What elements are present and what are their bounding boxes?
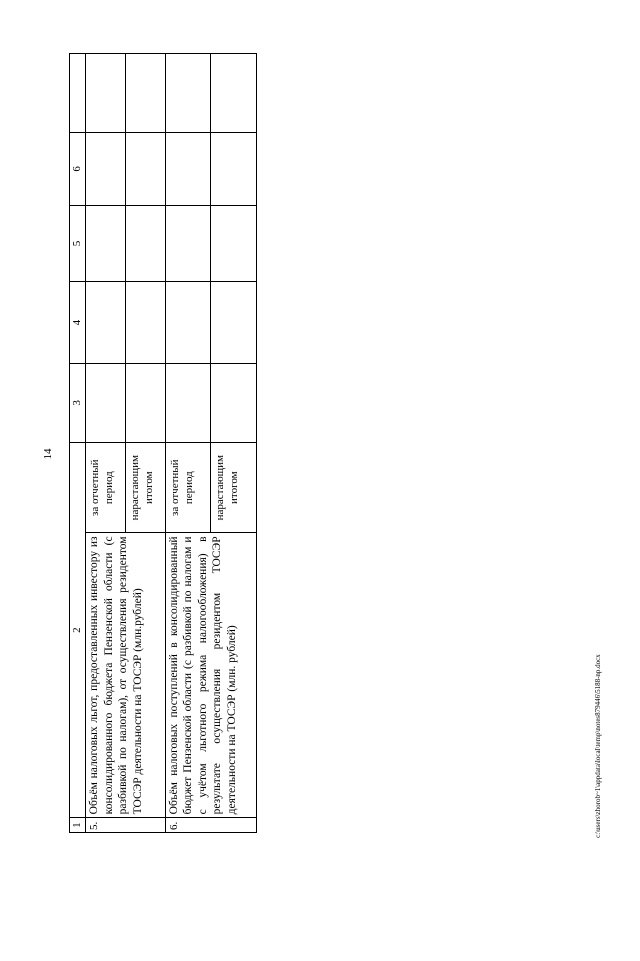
period-cell: нарастающим итогом (211, 442, 257, 532)
table-row (165, 54, 211, 833)
value-cell (125, 205, 165, 282)
table-row (86, 54, 126, 833)
value-cell (86, 282, 126, 363)
header-cell (70, 54, 86, 133)
header-cell: 5 (70, 205, 86, 282)
value-cell (165, 54, 211, 133)
row-number: 5. (86, 818, 166, 833)
value-cell (211, 282, 257, 363)
value-cell (165, 133, 211, 205)
value-cell (125, 363, 165, 442)
value-cell (125, 133, 165, 205)
value-cell (125, 54, 165, 133)
value-cell (125, 282, 165, 363)
period-cell: за отчетный период (165, 442, 211, 532)
value-cell (165, 282, 211, 363)
header-cell: 4 (70, 282, 86, 363)
page-number: 14 (42, 448, 54, 460)
value-cell (211, 205, 257, 282)
period-cell: нарастающим итогом (125, 442, 165, 532)
value-cell (165, 205, 211, 282)
header-cell: 2 (70, 442, 86, 817)
row-description: Объём налоговых поступлений в консолидированный бюджет Пензенской области (с разбивкой по налогам и с учётом льготного режима налогообложения) в результате осуществления резидентом ТОСЭР деятельности на ТОСЭР (млн. рублей) (165, 533, 256, 818)
value-cell (211, 54, 257, 133)
value-cell (211, 363, 257, 442)
value-cell (86, 54, 126, 133)
value-cell (211, 133, 257, 205)
header-cell: 6 (70, 133, 86, 205)
table-header-row (70, 54, 86, 833)
period-cell: за отчетный период (86, 442, 126, 532)
indicators-table-rotated (69, 53, 257, 833)
indicators-table (69, 53, 257, 833)
value-cell (86, 133, 126, 205)
footer-file-path: c:\users\zhorob~1\appdata\local\temp\notes879446\5188-np.docx (594, 654, 602, 838)
value-cell (165, 363, 211, 442)
row-number: 6. (165, 818, 256, 833)
row-description: Объём налоговых льгот, предоставленных инвестору из консолидированного бюджета Пензенской области (с разбивкой по налогам), от осуществления резидентом ТОСЭР деятельности на ТОСЭР (млн.рублей) (86, 533, 166, 818)
header-cell: 1 (70, 818, 86, 833)
header-cell: 3 (70, 363, 86, 442)
value-cell (86, 363, 126, 442)
value-cell (86, 205, 126, 282)
